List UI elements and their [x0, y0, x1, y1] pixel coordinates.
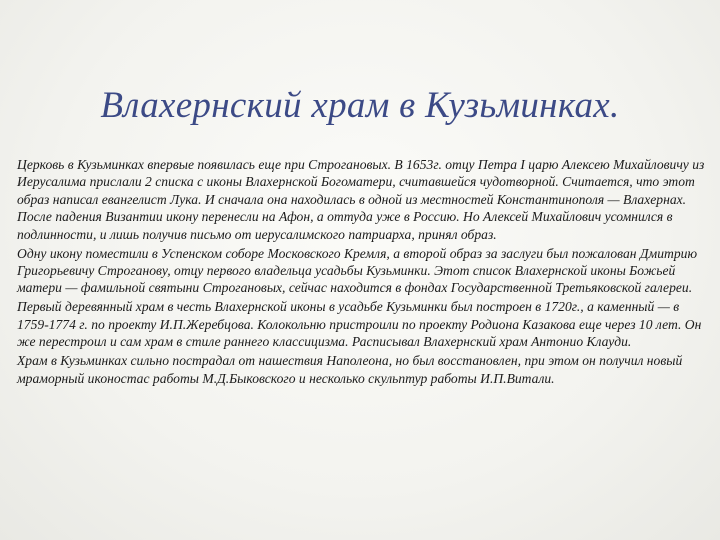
paragraph-1: Церковь в Кузьминках впервые появилась еще при Строгановых. В 1653г. отцу Петра I царю Алексею Михайловичу из Иерусалима прислали 2 списка с иконы Влахернской Богоматери, считавшейся чудотворной. Считается, что этот образ написал евангелист Лука. И сначала она находилась в одной из местностей Константинополя — Влахернах. После падения Византии икону перенесли на Афон, а оттуда уже в Россию. Но Алексей Михайлович усомнился в подлинности, и лишь получив письмо от иерусалимского патриарха, принял образ. — [17, 157, 705, 242]
slide-body — [17, 156, 707, 389]
paragraph-2: Одну икону поместили в Успенском соборе Московского Кремля, а второй образ за заслуги был пожалован Дмитрию Григорьевичу Строганову, отцу первого владельца усадьбы Кузьминки. Этот список Влахернской иконы Божьей матери — фамильной святыни Строгановых, сейчас находится в фондах Государственной Третьяковской галереи. — [17, 245, 698, 296]
slide-title: Влахернский храм в Кузьминках. — [100, 85, 620, 126]
paragraph-4: Храм в Кузьминках сильно пострадал от нашествия Наполеона, но был восстановлен, при этом он получил новый мраморный иконостас работы М.Д.Быковского и несколько скульптур работы И.П.Витали. — [17, 353, 683, 386]
paragraph-3: Первый деревянный храм в честь Влахернской иконы в усадьбе Кузьминки был построен в 1720г., а каменный — в 1759-1774 г. по проекту И.П.Жеребцова. Колокольню пристроили по проекту Родиона Казакова еще через 10 лет. Он же перестроил и сам храм в стиле раннего классицизма. Расписывал Влахернский храм Антонио Клауди. — [17, 299, 702, 350]
